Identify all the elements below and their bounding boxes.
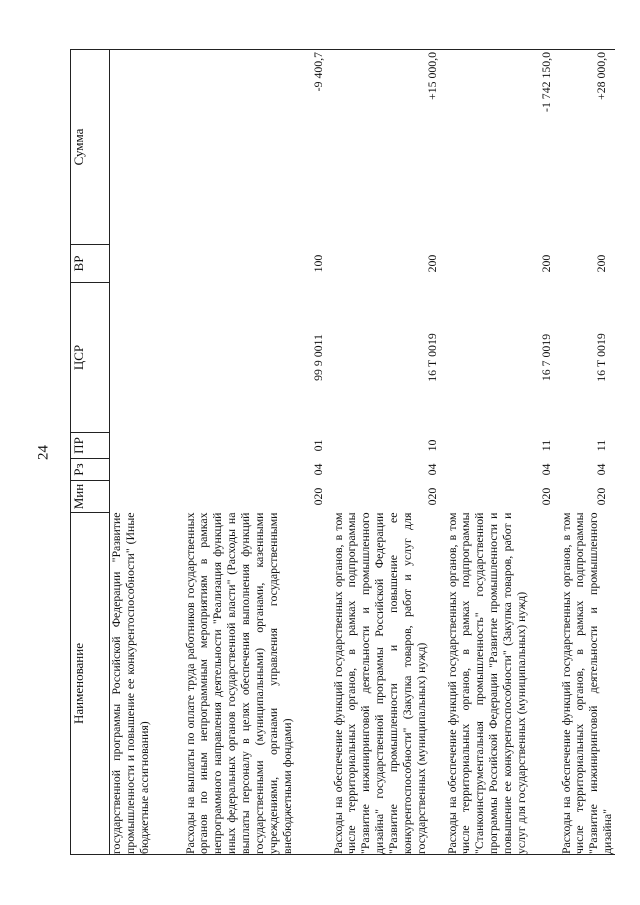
row-vr: 200 (594, 254, 609, 273)
budget-table (70, 49, 615, 855)
row-sum: -9 400,7 (184, 50, 332, 245)
header-vr: ВР (71, 245, 110, 283)
row-vr (110, 245, 184, 283)
row-pr: 11 (538, 439, 553, 452)
row-csr: 99 9 0011 (310, 334, 325, 381)
row-min: 020 (310, 487, 325, 506)
table-row (446, 50, 560, 855)
row-name: Расходы на выплаты по оплате труда работников государственных органов по иным непрограммным мероприятиям в рамках непрограммного направления деятельности "Реализация функций иных федеральных органов государственной власти" (Расходы на выплаты персоналу в целях обеспечения выполнения функций государственными (муниципальными) органами, казенными учреждениями, органами управления государственными внебюджетными фондами) (184, 513, 332, 855)
table-header-row (71, 50, 110, 855)
row-csr (110, 283, 184, 433)
row-sum: +28 000,0 (560, 50, 616, 245)
row-pr: 01 (310, 439, 325, 452)
row-vr: 200 (424, 254, 439, 273)
row-sum: -1 742 150,0 (446, 50, 560, 245)
row-min: 020 (538, 487, 553, 506)
header-csr: ЦСР (71, 283, 110, 433)
header-pr: ПР (71, 433, 110, 459)
row-name: Расходы на обеспечение функций государственных органов, в том числе территориальных органов, в рамках подпрограммы "Станкоинструментальная промышленность" государственной программы Российской Федерации "Развитие промышленности и повышение ее конкурентоспособности" (Закупка товаров, работ и услуг для государственных (муниципальных) нужд) (446, 513, 560, 855)
row-pr: 10 (424, 439, 439, 452)
row-csr: 16 Т 0019 (424, 333, 439, 382)
row-rz: 04 (594, 463, 609, 476)
row-min: 020 (594, 487, 609, 506)
table-row (184, 50, 332, 855)
row-rz (110, 459, 184, 481)
row-vr: 200 (538, 254, 553, 273)
row-min (110, 481, 184, 513)
header-min: Мин (71, 481, 110, 513)
row-rz: 04 (538, 463, 553, 476)
table-row (110, 50, 184, 855)
row-sum: +15 000,0 (332, 50, 446, 245)
row-csr: 16 Т 0019 (594, 333, 609, 382)
table-row (560, 50, 616, 855)
table-row (332, 50, 446, 855)
row-csr: 16 7 0019 (538, 333, 553, 382)
row-vr: 100 (310, 254, 325, 273)
row-name: Расходы на обеспечение функций государственных органов, в том числе территориальных органов, в рамках подпрограммы "Развитие инжиниринговой деятельности и промышленного дизайна" (558, 512, 615, 854)
header-name: Наименование (71, 513, 110, 855)
row-pr (110, 433, 184, 459)
row-sum (110, 50, 184, 245)
header-sum: Сумма (71, 50, 110, 245)
page-number: 24 (35, 445, 52, 460)
row-name: Расходы на обеспечение функций государственных органов, в том числе территориальных органов, в рамках подпрограммы "Развитие инжиниринговой деятельности и промышленного дизайна" государственной программы Российской Федерации "Развитие промышленности и повышение ее конкурентоспособности" (Закупка товаров, работ и услуг для государственных (муниципальных) нужд) (332, 513, 446, 855)
row-name: государственной программы Российской Федерации "Развитие промышленности и повышение ее конкурентоспособности" (Иные бюджетные ассигнования) (110, 513, 184, 855)
row-rz: 04 (310, 463, 325, 476)
row-pr: 11 (594, 439, 609, 452)
header-rz: Рз (71, 459, 110, 481)
row-rz: 04 (424, 463, 439, 476)
row-min: 020 (424, 487, 439, 506)
rotated-page-content (70, 50, 615, 855)
